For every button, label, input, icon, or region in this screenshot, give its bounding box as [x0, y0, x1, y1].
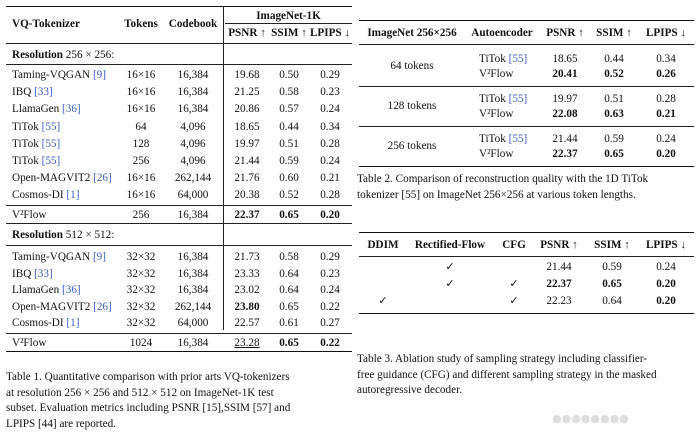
table3-header-rule [359, 256, 694, 257]
ssim-cell: 0.59 [279, 155, 299, 167]
psnr-cell: 20.41 [552, 68, 578, 80]
method-name [479, 52, 527, 66]
method-name [12, 267, 53, 281]
table3-header-psnr: PSNR ↑ [540, 239, 578, 251]
lpips-cell: 0.22 [320, 300, 340, 313]
lpips-cell: 0.20 [656, 295, 676, 307]
method-name [12, 300, 112, 314]
codebook-cell: 16,384 [177, 337, 209, 349]
rectified-flow-check: ✓ [445, 261, 455, 273]
psnr-cell: 20.86 [234, 103, 260, 116]
codebook-cell: 16,384 [177, 267, 209, 280]
method-label: V²Flow [12, 337, 47, 349]
citation-link[interactable]: [1] [66, 317, 80, 330]
table2-header-psnr: PSNR ↑ [546, 27, 584, 39]
lpips-cell: 0.24 [320, 155, 340, 167]
caption-line: Table 1. Quantitative comparison with prior arts VQ-tokenizers [6, 371, 290, 383]
tokens-cell: 32×32 [126, 284, 156, 297]
table1-bottom-rule [6, 351, 352, 352]
tokens-cell: 32×32 [126, 267, 156, 280]
method-label: IBQ [12, 86, 32, 99]
codebook-cell: 262,144 [174, 172, 212, 185]
method-name [12, 208, 46, 222]
psnr-cell: 21.44 [552, 133, 578, 145]
section-prefix: Resolution [12, 49, 63, 61]
method-label: Open-MAGVIT2 [12, 300, 91, 313]
ssim-cell: 0.52 [279, 189, 299, 202]
ssim-cell: 0.50 [279, 69, 299, 81]
lpips-cell: 0.24 [320, 284, 340, 297]
table1-ours512-rule [6, 333, 352, 334]
psnr-cell: 18.65 [234, 120, 260, 133]
method-label: TiTok [12, 155, 39, 167]
codebook-cell: 4,096 [180, 137, 206, 150]
method-label: Open-MAGVIT2 [12, 172, 91, 185]
method-label: LlamaGen [12, 284, 60, 297]
lpips-cell: 0.23 [320, 86, 340, 99]
ssim-cell: 0.63 [604, 108, 624, 120]
table1-vertical-rule [223, 6, 224, 330]
lpips-cell: 0.20 [656, 278, 676, 290]
caption-line: LPIPS [44] are reported. [6, 417, 116, 430]
psnr-cell: 19.97 [552, 93, 578, 105]
tokens-cell: 16×16 [126, 69, 156, 81]
method-name [12, 68, 106, 82]
tokens-cell: 32×32 [126, 251, 156, 263]
ddim-check: ✓ [378, 295, 388, 307]
cfg-check: ✓ [509, 295, 519, 307]
ssim-cell: 0.65 [602, 278, 622, 290]
ssim-cell: 0.65 [279, 209, 299, 221]
citation-link[interactable]: [36] [62, 103, 81, 116]
method-name [12, 120, 60, 134]
caption-line: subset. Evaluation metrics including PSNR [15],SSIM [57] and [6, 402, 291, 414]
psnr-cell: 20.38 [234, 189, 260, 202]
method-label: IBQ [12, 267, 32, 280]
psnr-cell: 21.76 [234, 172, 260, 185]
codebook-cell: 16,384 [177, 69, 209, 81]
tokens-cell: 256 [132, 155, 150, 167]
table2-header-dataset: ImageNet 256×256 [367, 27, 457, 39]
token-group-label: 64 tokens [390, 60, 434, 72]
table1-section512-rule [6, 245, 352, 246]
codebook-cell: 64,000 [177, 317, 209, 330]
method-label: TiTok [479, 53, 506, 65]
method-label: TiTok [479, 93, 506, 105]
lpips-cell: 0.28 [320, 189, 340, 202]
lpips-cell: 0.22 [320, 337, 340, 349]
citation-link[interactable]: [26] [93, 300, 112, 313]
table3-header-lpips: LPIPS ↓ [645, 239, 687, 251]
rectified-flow-check: ✓ [445, 278, 455, 290]
codebook-cell: 16,384 [177, 251, 209, 263]
ssim-cell: 0.58 [279, 251, 299, 263]
codebook-cell: 4,096 [180, 120, 206, 133]
table2-header-ssim: SSIM ↑ [596, 27, 632, 39]
table1-header-tokens: Tokens [124, 18, 158, 30]
codebook-cell: 16,384 [177, 103, 209, 116]
lpips-cell: 0.34 [656, 53, 676, 65]
tokens-cell: 1024 [129, 337, 153, 349]
method-label: TiTok [12, 120, 39, 133]
table3-header-cfg: CFG [502, 239, 526, 251]
watermark-decoration: ●●●●●●●● [552, 412, 629, 425]
tokens-cell: 32×32 [126, 300, 156, 313]
table2-header-autoencoder: Autoencoder [471, 27, 533, 39]
lpips-cell: 0.21 [656, 108, 676, 120]
method-name [12, 283, 81, 297]
psnr-cell: 19.68 [234, 69, 260, 81]
method-label: V²Flow [479, 68, 514, 80]
table1-header-rule [6, 43, 352, 44]
lpips-cell: 0.20 [320, 209, 340, 221]
table1-header-method: VQ-Tokenizer [12, 18, 80, 30]
psnr-cell: 22.37 [552, 148, 578, 160]
psnr-cell: 18.65 [552, 53, 578, 65]
cfg-check: ✓ [509, 278, 519, 290]
psnr-cell: 19.97 [234, 137, 260, 150]
ssim-cell: 0.44 [279, 120, 299, 133]
ssim-cell: 0.52 [604, 68, 624, 80]
lpips-cell: 0.29 [320, 69, 340, 81]
method-label: Taming-VQGAN [12, 251, 91, 263]
citation-link[interactable]: [36] [62, 284, 81, 297]
section-prefix: Resolution [12, 229, 63, 241]
codebook-cell: 16,384 [177, 86, 209, 99]
psnr-cell: 22.37 [234, 209, 260, 221]
method-name [479, 107, 513, 121]
citation-link[interactable]: [55] [508, 53, 528, 65]
psnr-cell: 23.33 [234, 267, 260, 280]
table3-bottom-rule [359, 313, 694, 314]
table2-header-lpips: LPIPS ↓ [645, 27, 687, 39]
table2-group-rule [359, 86, 694, 87]
codebook-cell: 16,384 [177, 209, 209, 221]
tokens-cell: 128 [132, 137, 150, 150]
method-label: V²Flow [12, 209, 47, 221]
psnr-cell: 21.44 [546, 261, 572, 273]
table2-header-rule [359, 44, 694, 45]
method-name [12, 154, 60, 168]
token-group-label: 128 tokens [387, 100, 437, 112]
codebook-cell: 64,000 [177, 189, 209, 202]
section-resolution: 512 × 512: [65, 229, 115, 241]
method-name [12, 137, 60, 151]
lpips-cell: 0.23 [320, 267, 340, 280]
tokens-cell: 16×16 [126, 86, 156, 99]
table1-group-rule [225, 23, 352, 24]
codebook-cell: 16,384 [177, 284, 209, 297]
lpips-cell: 0.34 [320, 120, 340, 133]
ssim-cell: 0.44 [604, 53, 624, 65]
table1-header-psnr: PSNR ↑ [228, 27, 266, 39]
tokens-cell: 256 [132, 209, 150, 221]
ssim-cell: 0.59 [604, 133, 624, 145]
psnr-cell: 22.23 [546, 295, 572, 307]
ssim-cell: 0.58 [279, 86, 299, 99]
caption-line: tokenizer [55] on ImageNet 256×256 at various token lengths. [357, 188, 636, 201]
tokens-cell: 16×16 [126, 172, 156, 185]
lpips-cell: 0.26 [656, 68, 676, 80]
method-name [479, 67, 513, 81]
lpips-cell: 0.28 [656, 93, 676, 105]
table1-section-256 [12, 48, 114, 62]
citation-link[interactable]: [55] [41, 155, 61, 167]
method-name [12, 336, 46, 350]
psnr-cell: 22.37 [546, 278, 572, 290]
tokens-cell: 64 [135, 120, 147, 133]
method-name [479, 132, 527, 146]
codebook-cell: 262,144 [174, 300, 212, 313]
codebook-cell: 4,096 [180, 155, 206, 167]
method-name [12, 85, 53, 99]
method-name [12, 102, 81, 116]
method-label: TiTok [479, 133, 506, 145]
citation-link[interactable]: [55] [41, 120, 61, 133]
psnr-cell: 22.57 [234, 317, 260, 330]
table2-top-rule [359, 20, 694, 21]
ssim-cell: 0.60 [279, 172, 299, 185]
table3-top-rule [359, 232, 694, 233]
ssim-cell: 0.59 [602, 261, 622, 273]
psnr-cell: 21.25 [234, 86, 260, 99]
ssim-cell: 0.64 [279, 284, 299, 297]
table1-header-codebook: Codebook [168, 18, 218, 30]
method-label: V²Flow [479, 108, 514, 120]
citation-link[interactable]: [9] [92, 251, 106, 263]
table1-group-header: ImageNet-1K [256, 10, 321, 22]
ssim-cell: 0.64 [602, 295, 622, 307]
section-resolution: 256 × 256: [65, 49, 115, 61]
ssim-cell: 0.65 [279, 337, 299, 349]
psnr-cell: 23.80 [234, 300, 260, 313]
caption-line: autoregressive decoder. [357, 384, 462, 396]
table2-group-rule [359, 166, 694, 167]
method-name [12, 316, 79, 330]
table1-ours256-rule [6, 205, 352, 206]
ssim-cell: 0.65 [604, 148, 624, 160]
citation-link[interactable]: [1] [66, 189, 80, 202]
table2-group-rule [359, 126, 694, 127]
table1-header-ssim: SSIM ↑ [271, 27, 307, 39]
psnr-cell: 22.08 [552, 108, 578, 120]
psnr-cell: 21.73 [234, 251, 260, 263]
lpips-cell: 0.20 [656, 148, 676, 160]
table1-header-lpips: LPIPS ↓ [309, 27, 351, 39]
method-label: Taming-VQGAN [12, 69, 91, 81]
psnr-cell: 23.02 [234, 284, 260, 297]
token-group-label: 256 tokens [387, 140, 437, 152]
lpips-cell: 0.24 [320, 103, 340, 116]
method-label: Cosmos-DI [12, 317, 64, 330]
method-name [12, 171, 112, 185]
tokens-cell: 16×16 [126, 103, 156, 116]
ssim-cell: 0.64 [279, 267, 299, 280]
method-label: LlamaGen [12, 103, 60, 116]
ssim-cell: 0.57 [279, 103, 299, 116]
citation-link[interactable]: [9] [92, 69, 106, 81]
citation-link[interactable]: [33] [34, 86, 53, 99]
ssim-cell: 0.51 [604, 93, 624, 105]
tokens-cell: 32×32 [126, 317, 156, 330]
lpips-cell: 0.27 [320, 317, 340, 330]
table3-header-rf: Rectified-Flow [414, 239, 486, 251]
method-label: TiTok [12, 137, 39, 150]
psnr-cell: 21.44 [234, 155, 260, 167]
citation-link[interactable]: [33] [34, 267, 53, 280]
citation-link[interactable]: [55] [508, 133, 528, 145]
lpips-cell: 0.24 [656, 133, 676, 145]
citation-link[interactable]: [55] [508, 93, 528, 105]
lpips-cell: 0.21 [320, 172, 340, 185]
table1-section-512 [12, 228, 114, 242]
method-label: V²Flow [479, 148, 514, 160]
psnr-cell: 23.28 [234, 337, 260, 349]
table1-top-rule [6, 6, 352, 7]
citation-link[interactable]: [55] [41, 137, 61, 150]
citation-link[interactable]: [26] [93, 172, 112, 185]
caption-line: at resolution 256 × 256 and 512 × 512 on ImageNet-1K test [6, 386, 274, 399]
table1-section-rule [6, 64, 352, 65]
table3-header-ddim: DDIM [367, 239, 399, 251]
table1-mid-rule [6, 223, 352, 224]
caption-line: free guidance (CFG) and different sampling strategy in the masked [357, 368, 657, 381]
tokens-cell: 16×16 [126, 189, 156, 202]
method-label: Cosmos-DI [12, 189, 64, 202]
method-name [479, 92, 527, 106]
table3-header-ssim: SSIM ↑ [594, 239, 630, 251]
method-name [479, 147, 513, 161]
lpips-cell: 0.29 [320, 251, 340, 263]
caption-line: Table 2. Comparison of reconstruction quality with the 1D TiTok [357, 173, 649, 185]
method-name [12, 250, 106, 264]
ssim-cell: 0.51 [279, 137, 299, 150]
ssim-cell: 0.65 [279, 300, 299, 313]
caption-line: Table 3. Ablation study of sampling strategy including classifier- [357, 353, 648, 365]
method-name [12, 188, 79, 202]
lpips-cell: 0.24 [656, 261, 676, 273]
lpips-cell: 0.28 [320, 137, 340, 150]
ssim-cell: 0.61 [279, 317, 299, 330]
